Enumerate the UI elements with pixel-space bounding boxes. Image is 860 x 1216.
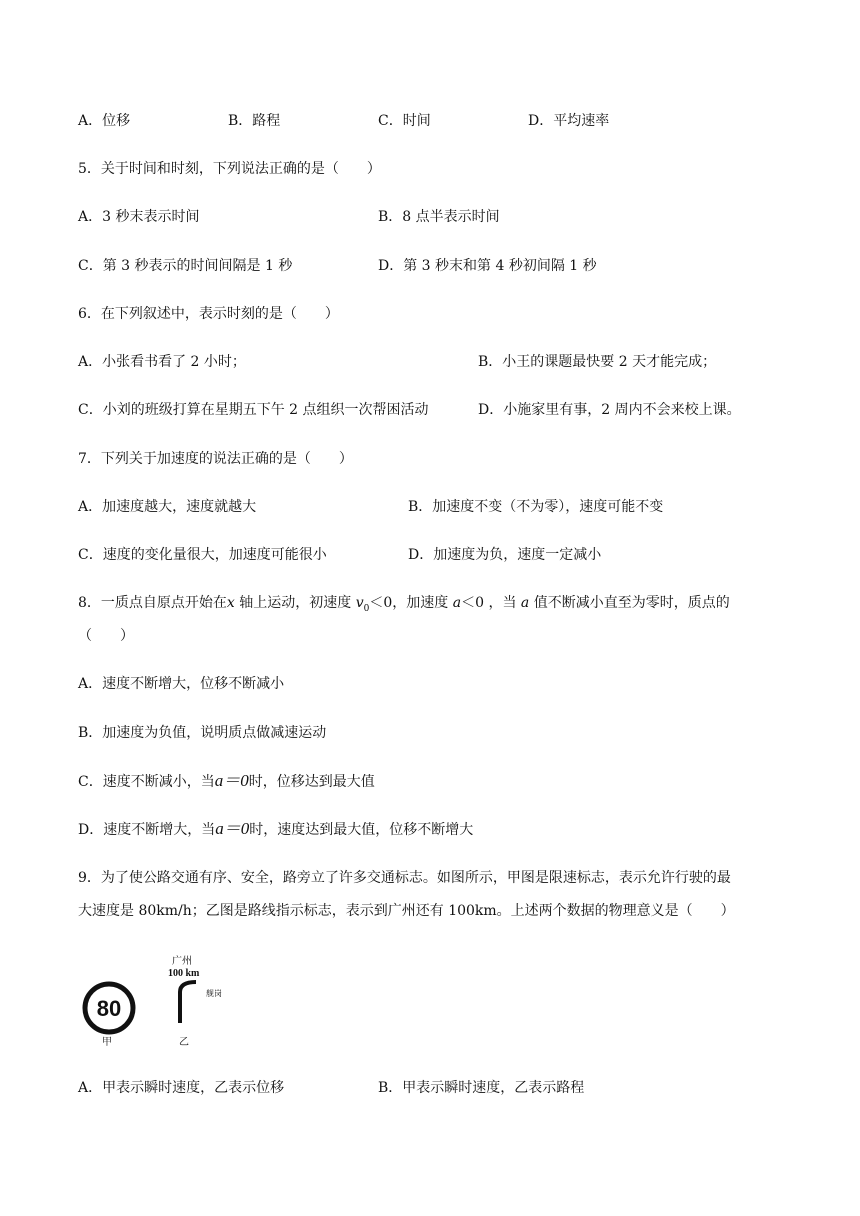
q6-option-d: D．小施家里有事，2 周内不会来校上课。 bbox=[478, 402, 741, 418]
q7-option-d: D．加速度为负，速度一定减小 bbox=[408, 547, 602, 563]
q6-option-b: B．小王的课题最快要 2 天才能完成； bbox=[478, 354, 717, 370]
q4-option-b: B．路程 bbox=[228, 113, 281, 129]
q9-stem-line1: 9．为了使公路交通有序、安全，路旁立了许多交通标志。如图所示，甲图是限速标志，表示允许行驶的最 bbox=[78, 870, 731, 886]
q5-option-a: A．3 秒末表示时间 bbox=[78, 209, 200, 225]
q7-stem: 7．下列关于加速度的说法正确的是（ ） bbox=[78, 451, 353, 467]
q4-option-a: A．位移 bbox=[78, 113, 131, 129]
q8-option-a: A．速度不断增大，位移不断减小 bbox=[78, 676, 285, 692]
route-destination-guangzhou: 广州 bbox=[172, 956, 192, 967]
q7-option-c: C．速度的变化量很大，加速度可能很小 bbox=[78, 547, 327, 563]
figure-label-jia: 甲 bbox=[102, 1037, 112, 1048]
q9-option-a: A．甲表示瞬时速度，乙表示位移 bbox=[78, 1080, 285, 1096]
q8-stem-continued: （ ） bbox=[78, 628, 134, 644]
q4-option-d: D．平均速率 bbox=[528, 113, 610, 129]
figure-label-yi: 乙 bbox=[179, 1037, 189, 1048]
q5-option-d: D．第 3 秒末和第 4 秒初间隔 1 秒 bbox=[378, 258, 597, 274]
q8-option-b: B．加速度为负值，说明质点做减速运动 bbox=[78, 725, 327, 741]
q7-option-b: B．加速度不变（不为零），速度可能不变 bbox=[408, 499, 664, 515]
q5-stem: 5．关于时间和时刻，下列说法正确的是（ ） bbox=[78, 161, 381, 177]
q6-option-c: C．小刘的班级打算在星期五下午 2 点组织一次帮困活动 bbox=[78, 402, 429, 418]
q8-stem: 8．一质点自原点开始在x 轴上运动，初速度 $v_0<0$，加速度 a＜0 ，当 a 值不断减小直至为零时，质点的 bbox=[78, 595, 730, 614]
q8-option-d: D．速度不断增大，当a＝0时，速度达到最大值，位移不断增大 bbox=[78, 819, 474, 838]
route-destination-other: 舰岗 bbox=[206, 989, 222, 998]
q9-option-b: B．甲表示瞬时速度，乙表示路程 bbox=[378, 1080, 585, 1096]
q5-option-b: B．8 点半表示时间 bbox=[378, 209, 500, 225]
speed-limit-value: 80 bbox=[96, 996, 122, 1021]
q5-option-c: C．第 3 秒表示的时间间隔是 1 秒 bbox=[78, 258, 293, 274]
traffic-signs-figure bbox=[78, 950, 238, 1055]
route-distance: 100 km bbox=[168, 968, 200, 979]
q6-stem: 6．在下列叙述中，表示时刻的是（ ） bbox=[78, 306, 339, 322]
q8-option-c: C．速度不断减小，当a＝0时，位移达到最大值 bbox=[78, 771, 375, 790]
q7-option-a: A．加速度越大，速度就越大 bbox=[78, 499, 257, 515]
q4-option-c: C．时间 bbox=[378, 113, 431, 129]
q9-stem-line2: 大速度是 80km/h；乙图是路线指示标志，表示到广州还有 100km。上述两个数据的物理意义是（ ） bbox=[78, 903, 735, 919]
route-sign-icon bbox=[180, 982, 196, 1023]
q6-option-a: A．小张看书看了 2 小时； bbox=[78, 354, 246, 370]
